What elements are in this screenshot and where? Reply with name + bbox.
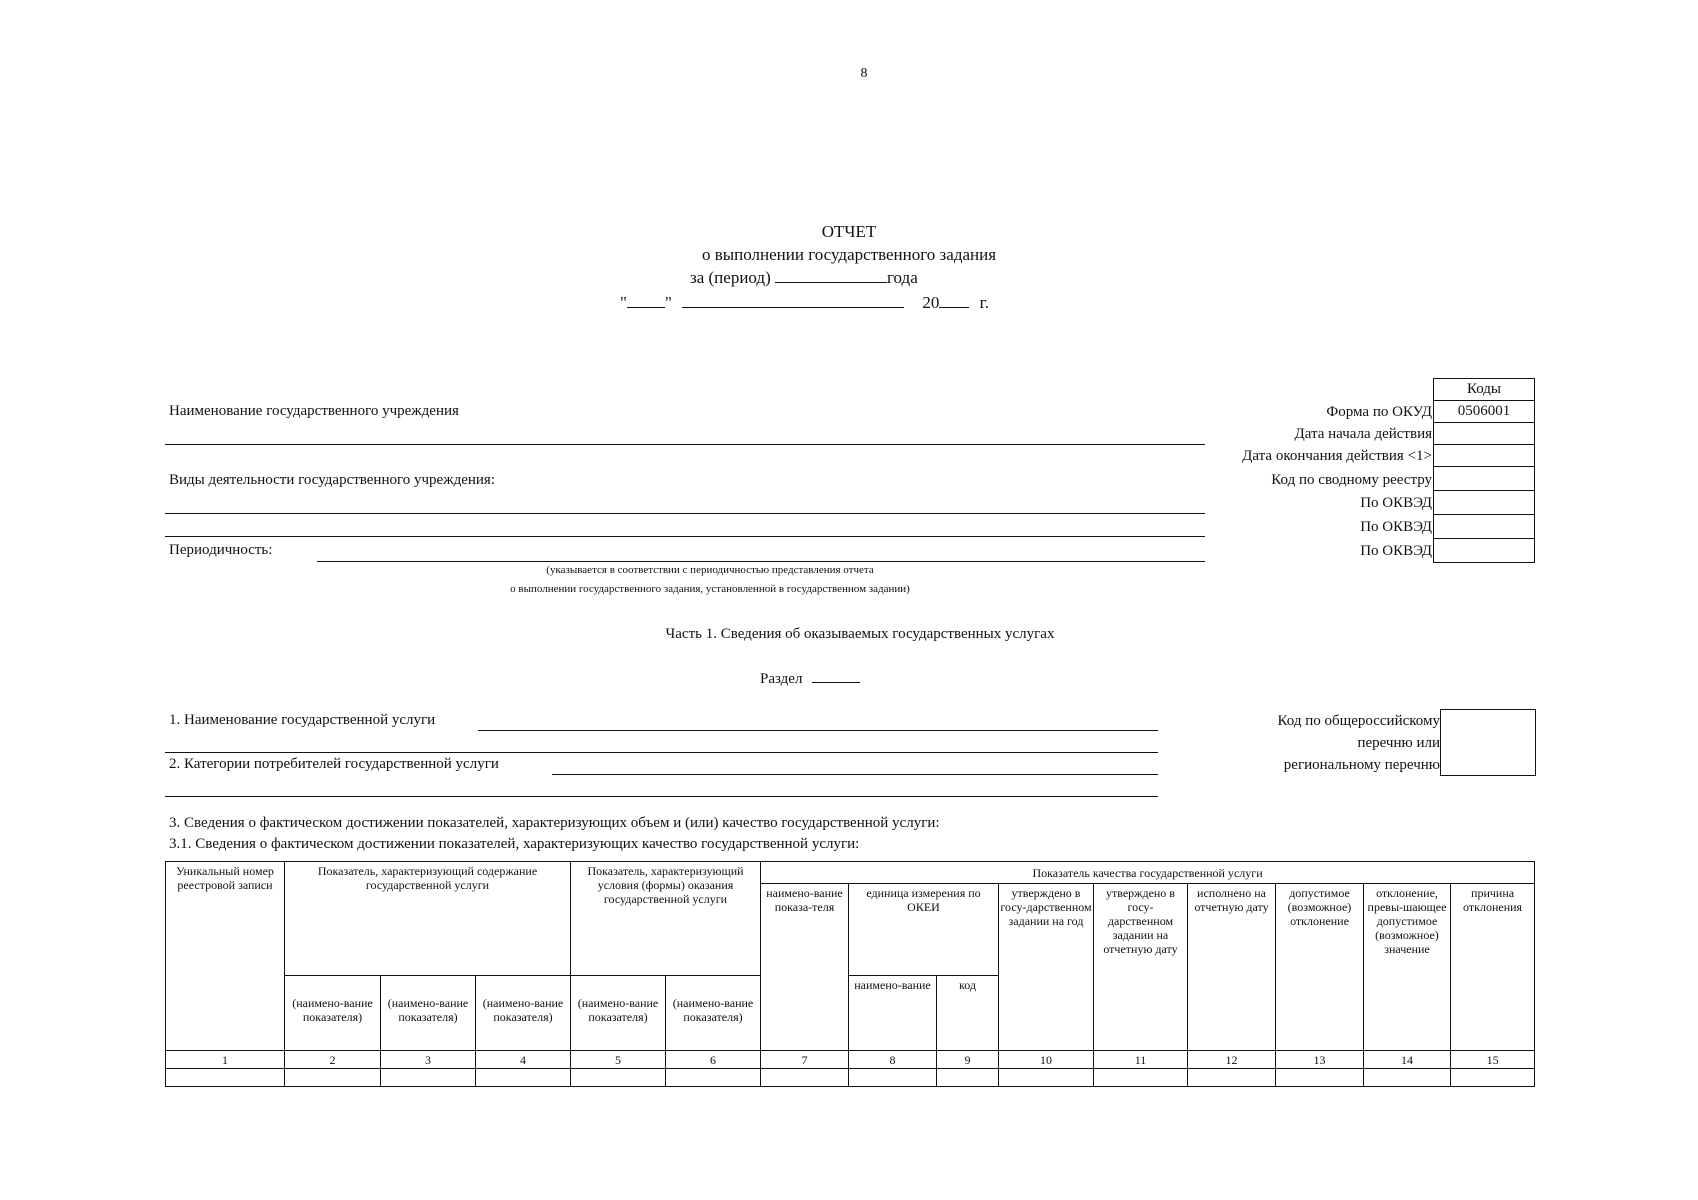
col-number: 8 [849, 1051, 937, 1069]
code-label-okud: Форма по ОКУД [1326, 404, 1432, 420]
activity-types-label: Виды деятельности государственного учреждения: [169, 472, 495, 488]
periodicity-note-2: о выполнении государственного задания, установленной в государственном задании) [510, 583, 910, 595]
col-number: 9 [937, 1051, 999, 1069]
sub-conditions-1: (наимено-вание показателя) [571, 994, 666, 1051]
col-number: 2 [285, 1051, 381, 1069]
table-cell[interactable] [1451, 1069, 1535, 1087]
code-label-okved-2: По ОКВЭД [1360, 519, 1432, 535]
code-value-okved-1[interactable] [1434, 491, 1535, 515]
service-name-label: 1. Наименование государственной услуги [169, 712, 436, 728]
section3-line1: 3. Сведения о фактическом достижении показателей, характеризующих объем и (или) качество государственной услуги: [169, 815, 940, 831]
table-cell[interactable] [1094, 1069, 1188, 1087]
codes-header: Коды [1434, 379, 1535, 401]
table-cell[interactable] [937, 1069, 999, 1087]
date-quote-open: " [620, 293, 627, 312]
service-code-box[interactable] [1440, 709, 1536, 776]
code-label-end-date: Дата окончания действия <1> [1242, 448, 1432, 464]
col-number: 7 [761, 1051, 849, 1069]
table-cell[interactable] [1188, 1069, 1276, 1087]
col-q-unit: единица измерения по ОКЕИ [849, 884, 999, 976]
periodicity-line[interactable] [317, 561, 1205, 562]
period-line [690, 267, 918, 288]
activity-types-line-2 [165, 536, 1205, 537]
report-title: ОТЧЕТ [821, 222, 877, 241]
section-number-blank[interactable] [812, 668, 860, 683]
col-number: 13 [1276, 1051, 1364, 1069]
section3-line2: 3.1. Сведения о фактическом достижении показателей, характеризующих качество государственной услуги: [169, 836, 860, 852]
code-value-okud[interactable]: 0506001 [1434, 401, 1535, 423]
col-number: 12 [1188, 1051, 1276, 1069]
section-label [760, 668, 860, 688]
date-line [620, 292, 989, 313]
quality-indicators-table [165, 861, 1535, 1087]
col-q-allowed: допустимое (возможное) отклонение [1276, 884, 1364, 1051]
institution-name-label: Наименование государственного учреждения [169, 403, 459, 419]
consumers-line-2 [165, 796, 1158, 797]
col-conditions-indicator: Показатель, характеризующий условия (формы) оказания государственной услуги [571, 862, 761, 976]
table-cell[interactable] [166, 1069, 285, 1087]
month-blank[interactable] [682, 293, 904, 308]
page-number: 8 [860, 66, 868, 81]
table-cell[interactable] [1276, 1069, 1364, 1087]
code-value-okved-3[interactable] [1434, 539, 1535, 563]
table-cell[interactable] [571, 1069, 666, 1087]
col-q-reason: причина отклонения [1451, 884, 1535, 1051]
report-subtitle: о выполнении государственного задания [701, 245, 997, 264]
code-value-start-date[interactable] [1434, 423, 1535, 445]
table-cell[interactable] [849, 1069, 937, 1087]
col-number: 11 [1094, 1051, 1188, 1069]
code-label-start-date: Дата начала действия [1294, 426, 1432, 442]
day-blank[interactable] [627, 293, 665, 308]
service-code-label-2: перечню или [1357, 735, 1440, 751]
year-blank[interactable] [939, 293, 969, 308]
consumers-label: 2. Категории потребителей государственной услуги [169, 756, 499, 772]
periodicity-label: Периодичность: [169, 542, 273, 558]
sub-conditions-2-top [666, 976, 761, 994]
period-prefix: за (период) [690, 268, 771, 287]
col-number: 1 [166, 1051, 285, 1069]
table-cell[interactable] [761, 1069, 849, 1087]
column-number-row [166, 1051, 1535, 1069]
code-value-end-date[interactable] [1434, 445, 1535, 467]
table-cell[interactable] [476, 1069, 571, 1087]
sub-content-2: (наимено-вание показателя) [381, 994, 476, 1051]
col-q-excess: отклонение, превы-шающее допустимое (возможное) значение [1364, 884, 1451, 1051]
sub-content-2-top [381, 976, 476, 994]
code-label-registry: Код по сводному реестру [1271, 472, 1432, 488]
consumers-line[interactable] [552, 774, 1158, 775]
sub-content-1: (наимено-вание показателя) [285, 994, 381, 1051]
col-q-approved-date: утверждено в госу-дарственном задании на отчетную дату [1094, 884, 1188, 1051]
col-number: 14 [1364, 1051, 1451, 1069]
code-value-okved-2[interactable] [1434, 515, 1535, 539]
col-content-indicator: Показатель, характеризующий содержание государственной услуги [285, 862, 571, 976]
col-number: 15 [1451, 1051, 1535, 1069]
service-code-label-3: региональному перечню [1283, 757, 1440, 773]
service-name-line[interactable] [478, 730, 1158, 731]
col-number: 10 [999, 1051, 1094, 1069]
service-code-label-1: Код по общероссийскому [1277, 713, 1440, 729]
service-name-line-2 [165, 752, 1158, 753]
col-unique-record: Уникальный номер реестровой записи [166, 862, 285, 1051]
year-suffix: г. [979, 293, 989, 312]
codes-table [1433, 378, 1535, 563]
col-quality-indicator: Показатель качества государственной услуги [761, 862, 1535, 884]
period-blank[interactable] [775, 268, 887, 283]
table-cell[interactable] [666, 1069, 761, 1087]
code-value-registry[interactable] [1434, 467, 1535, 491]
col-q-executed: исполнено на отчетную дату [1188, 884, 1276, 1051]
sub-content-1-top [285, 976, 381, 994]
period-suffix: года [886, 268, 918, 287]
sub-content-3: (наимено-вание показателя) [476, 994, 571, 1051]
periodicity-note-1: (указывается в соответствии с периодичностью представления отчета [546, 564, 874, 576]
table-cell[interactable] [285, 1069, 381, 1087]
sub-conditions-1-top [571, 976, 666, 994]
table-cell[interactable] [999, 1069, 1094, 1087]
col-number: 3 [381, 1051, 476, 1069]
col-number: 4 [476, 1051, 571, 1069]
part1-title: Часть 1. Сведения об оказываемых государственных услугах [665, 626, 1055, 642]
table-cell[interactable] [381, 1069, 476, 1087]
section-text: Раздел [760, 671, 803, 687]
institution-name-line [165, 444, 1205, 445]
col-q-approved-year: утверждено в госу-дарственном задании на год [999, 884, 1094, 1051]
code-label-okved-1: По ОКВЭД [1360, 495, 1432, 511]
sub-conditions-2: (наимено-вание показателя) [666, 994, 761, 1051]
table-cell[interactable] [1364, 1069, 1451, 1087]
code-label-okved-3: По ОКВЭД [1360, 543, 1432, 559]
col-unit-name: наимено-вание [849, 976, 937, 1051]
col-q-name: наимено-вание показа-теля [761, 884, 849, 1051]
date-quote-close: " [664, 293, 672, 312]
sub-content-3-top [476, 976, 571, 994]
col-unit-code: код [937, 976, 999, 1051]
table-row[interactable] [166, 1069, 1535, 1087]
col-number: 6 [666, 1051, 761, 1069]
year-prefix: 20 [922, 293, 940, 312]
activity-types-line-1 [165, 513, 1205, 514]
col-number: 5 [571, 1051, 666, 1069]
